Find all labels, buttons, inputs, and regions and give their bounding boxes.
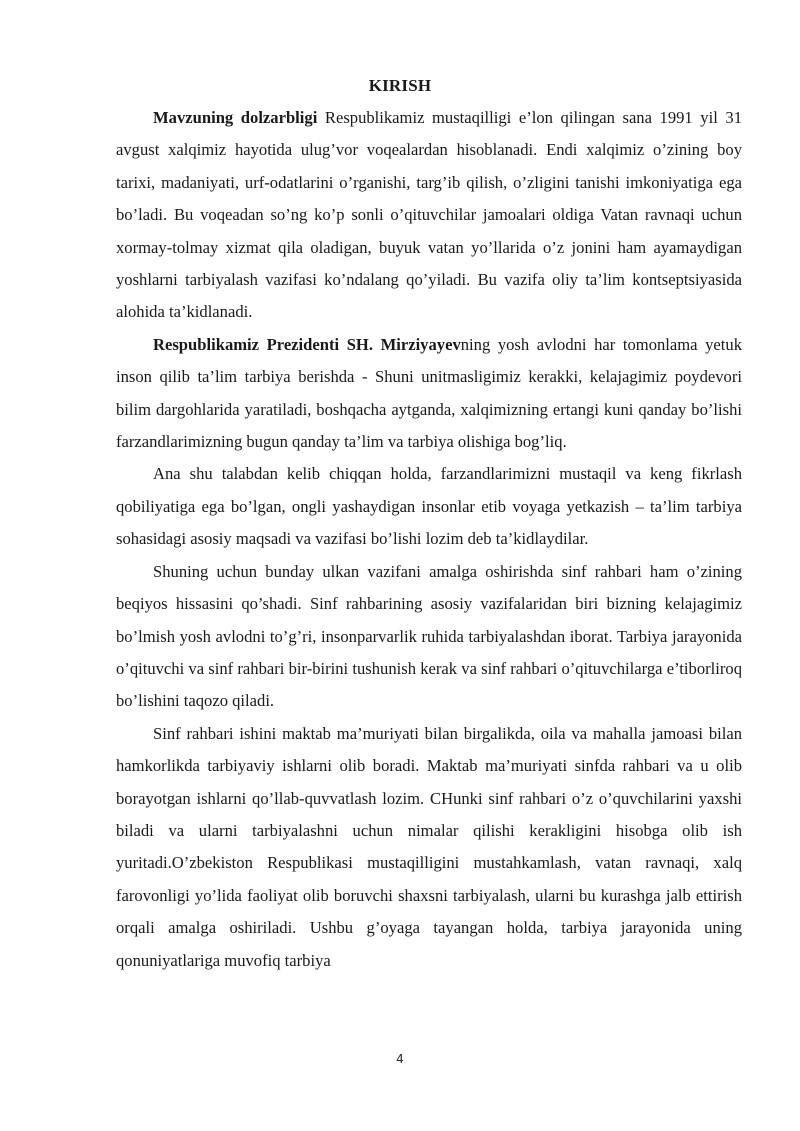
paragraph-relevance [116,102,742,329]
page-number: 4 [396,1052,404,1066]
paragraph-goal [116,458,742,555]
paragraph-text: Respublikamiz mustaqilligi e’lon qilingan sana 1991 yil 31 avgust xalqimiz hayotida ulug’vor voqealardan hisoblanadi. Endi xalqimiz o’zining boy tarixi, madaniyati, urf-odatlarini o’rganishi, targ’ib qilish, o’zligini tanishi imkoniyatiga ega bo’ladi. Bu voqeadan so’ng ko’p sonli o’qituvchilar jamoalari oldiga Vatan ravnaqi uchun xormay-tolmay xizmat qila oladigan, buyuk vatan yo’llarida o’z jonini ham ayamaydigan yoshlarni tarbiyalash vazifasi ko’ndalang qo’yiladi. Bu vazifa oliy ta’lim kontseptsiyasida alohida ta’kidlanadi. [116,108,742,322]
body-text [116,102,742,977]
paragraph-lead: Respublikamiz Prezidenti SH. Mirziyayev [153,334,461,354]
paragraph-text: Ana shu talabdan kelib chiqqan holda, farzandlarimizni mustaqil va keng fikrlash qobiliyatiga ega bo’lgan, ongli yashaydigan insonlar etib voyaga yetkazish – ta’lim tarbiya sohasidagi asosiy maqsadi va vazifasi bo’lishi lozim deb ta’kidlaydilar. [116,464,742,549]
paragraph-lead: Mavzuning dolzarbligi [153,108,318,127]
paragraph-text: ning yosh avlodni har tomonlama yetuk inson qilib ta’lim tarbiya berishda - Shuni unitmasligimiz kerakki, kelajagimiz poydevori bilim dargohlarida yaratiladi, boshqacha aytganda, xalqimizning ertangi kuni qanday bo’lishi farzandlarimizning bugun qanday ta’lim va tarbiya olishiga bog’liq. [116,334,743,452]
paragraph-text: Shuning uchun bunday ulkan vazifani amalga oshirishda sinf rahbari ham o’zining beqiyos hissasini qo’shadi. Sinf rahbarining asosiy vazifalaridan biri bizning kelajagimiz bo’lmish yosh avlodni to’g’ri, insonparvarlik ruhida tarbiyalashdan iborat. Tarbiya jarayonida o’qituvchi va sinf rahbari bir-birini tushunish kerak va sinf rahbari o’qituvchilarga e’tiborliroq bo’lishini taqozo qiladi. [116,561,742,711]
paragraph-cooperation [116,718,742,977]
paragraph-class-teacher [116,556,742,718]
paragraph-text: Sinf rahbari ishini maktab ma’muriyati bilan birgalikda, oila va mahalla jamoasi bilan hamkorlikda tarbiyaviy ishlarni olib boradi. Maktab ma’muriyati sinfda rahbari va u olib borayotgan ishlarni qo’llab-quvvatlash lozim. CHunki sinf rahbari o’z o’quvchilarini yaxshi biladi va ularni tarbiyalashni uchun nimalar qilishi kerakligini hisobga olib ish yuritadi.O’zbekiston Respublikasi mustaqilligini mustahkamlash, vatan ravnaqi, xalq farovonligi yo’lida faoliyat olib boruvchi shaxsni tarbiyalash, ularni bu kurashga jalb ettirish orqali amalga oshiriladi. Ushbu g’oyaga tayangan holda, tarbiya jarayonida uning qonuniyatlariga muvofiq tarbiya [116,723,742,970]
page-title: KIRISH [368,76,432,95]
paragraph-president [116,329,742,459]
